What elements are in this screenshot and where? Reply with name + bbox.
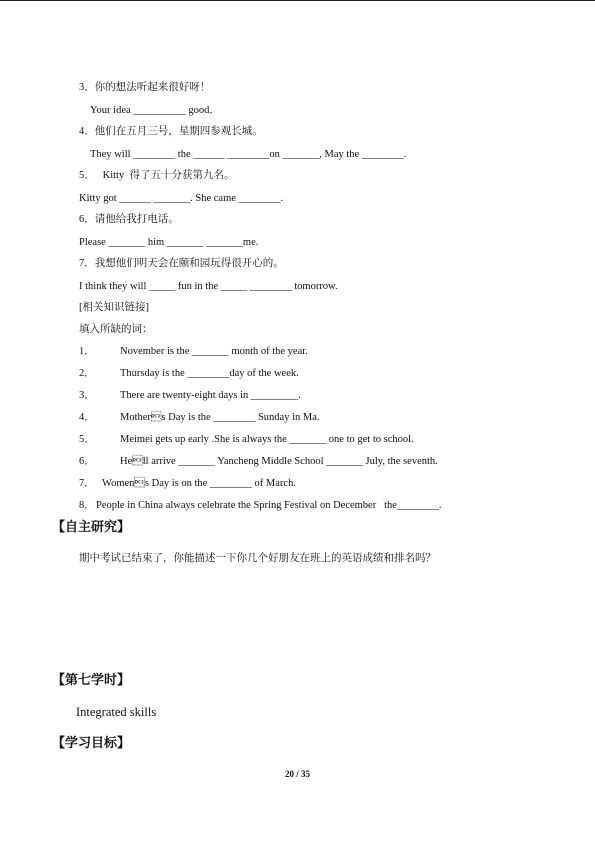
translation-4-en: They will ________ the ______ ________on _______, May the ________.: [90, 149, 407, 160]
section-heading-research: 【自主研究】: [52, 520, 131, 535]
section-heading-lesson-7: 【第七学时】: [52, 673, 131, 688]
fill-item-6-text: Hell arrive _______ Yancheng Middle School _______ July, the seventh.: [120, 456, 438, 467]
translation-3-en: Your idea __________ good．: [90, 105, 220, 116]
page-number: 20 / 35: [284, 769, 310, 779]
knowledge-link-heading: [相关知识链接]: [79, 302, 149, 313]
fill-item-3-number: 3．: [79, 390, 95, 401]
fill-item-6-number: 6．: [79, 456, 95, 467]
fill-item-8-number: 8．: [79, 500, 95, 511]
fill-item-1-text: November is the _______ month of the year.: [120, 346, 308, 357]
fill-item-1-number: 1．: [79, 346, 95, 357]
fill-item-5-number: 5．: [79, 434, 95, 445]
translation-3-cn: 3．你的想法听起来很好呀！: [79, 82, 211, 93]
translation-4-cn: 4．他们在五月三号，星期四参观长城。: [79, 126, 263, 137]
fill-item-2-number: 2．: [79, 368, 95, 379]
fill-instruction: 填入所缺的词：: [79, 324, 153, 335]
top-rule: [0, 0, 595, 1]
fill-item-2-text: Thursday is the ________day of the week.: [120, 368, 299, 379]
fill-item-8-text: People in China always celebrate the Spring Festival on December the________.: [96, 500, 442, 511]
translation-5-en: Kitty got ______ _______. She came ________.: [79, 193, 284, 204]
translation-7-cn: 7．我想他们明天会在颐和园玩得很开心的。: [79, 258, 284, 269]
fill-item-7-number: 7．: [79, 478, 95, 489]
lesson-7-topic: Integrated skills: [76, 705, 157, 719]
translation-5-cn: 5． Kitty 得了五十分获第九名。: [79, 170, 235, 181]
translation-7-en: I think they will _____ fun in the _____ ________ tomorrow.: [79, 281, 338, 292]
translation-6-cn: 6．请他给我打电话。: [79, 214, 179, 225]
fill-item-5-text: Meimei gets up early .She is always the _______ one to get to school.: [120, 434, 414, 445]
section-heading-learning-goals: 【学习目标】: [52, 736, 131, 751]
fill-item-4-text: Mothers Day is the ________ Sunday in Ma.: [120, 412, 320, 423]
fill-item-7-text: Womens Day is on the ________ of March.: [102, 478, 296, 489]
fill-item-3-text: There are twenty-eight days in _________.: [120, 390, 301, 401]
research-prompt: 期中考试已结束了，你能描述一下你几个好朋友在班上的英语成绩和排名吗？: [79, 553, 436, 564]
translation-6-en: Please _______ him _______ _______me.: [79, 237, 259, 248]
fill-item-4-number: 4．: [79, 412, 95, 423]
